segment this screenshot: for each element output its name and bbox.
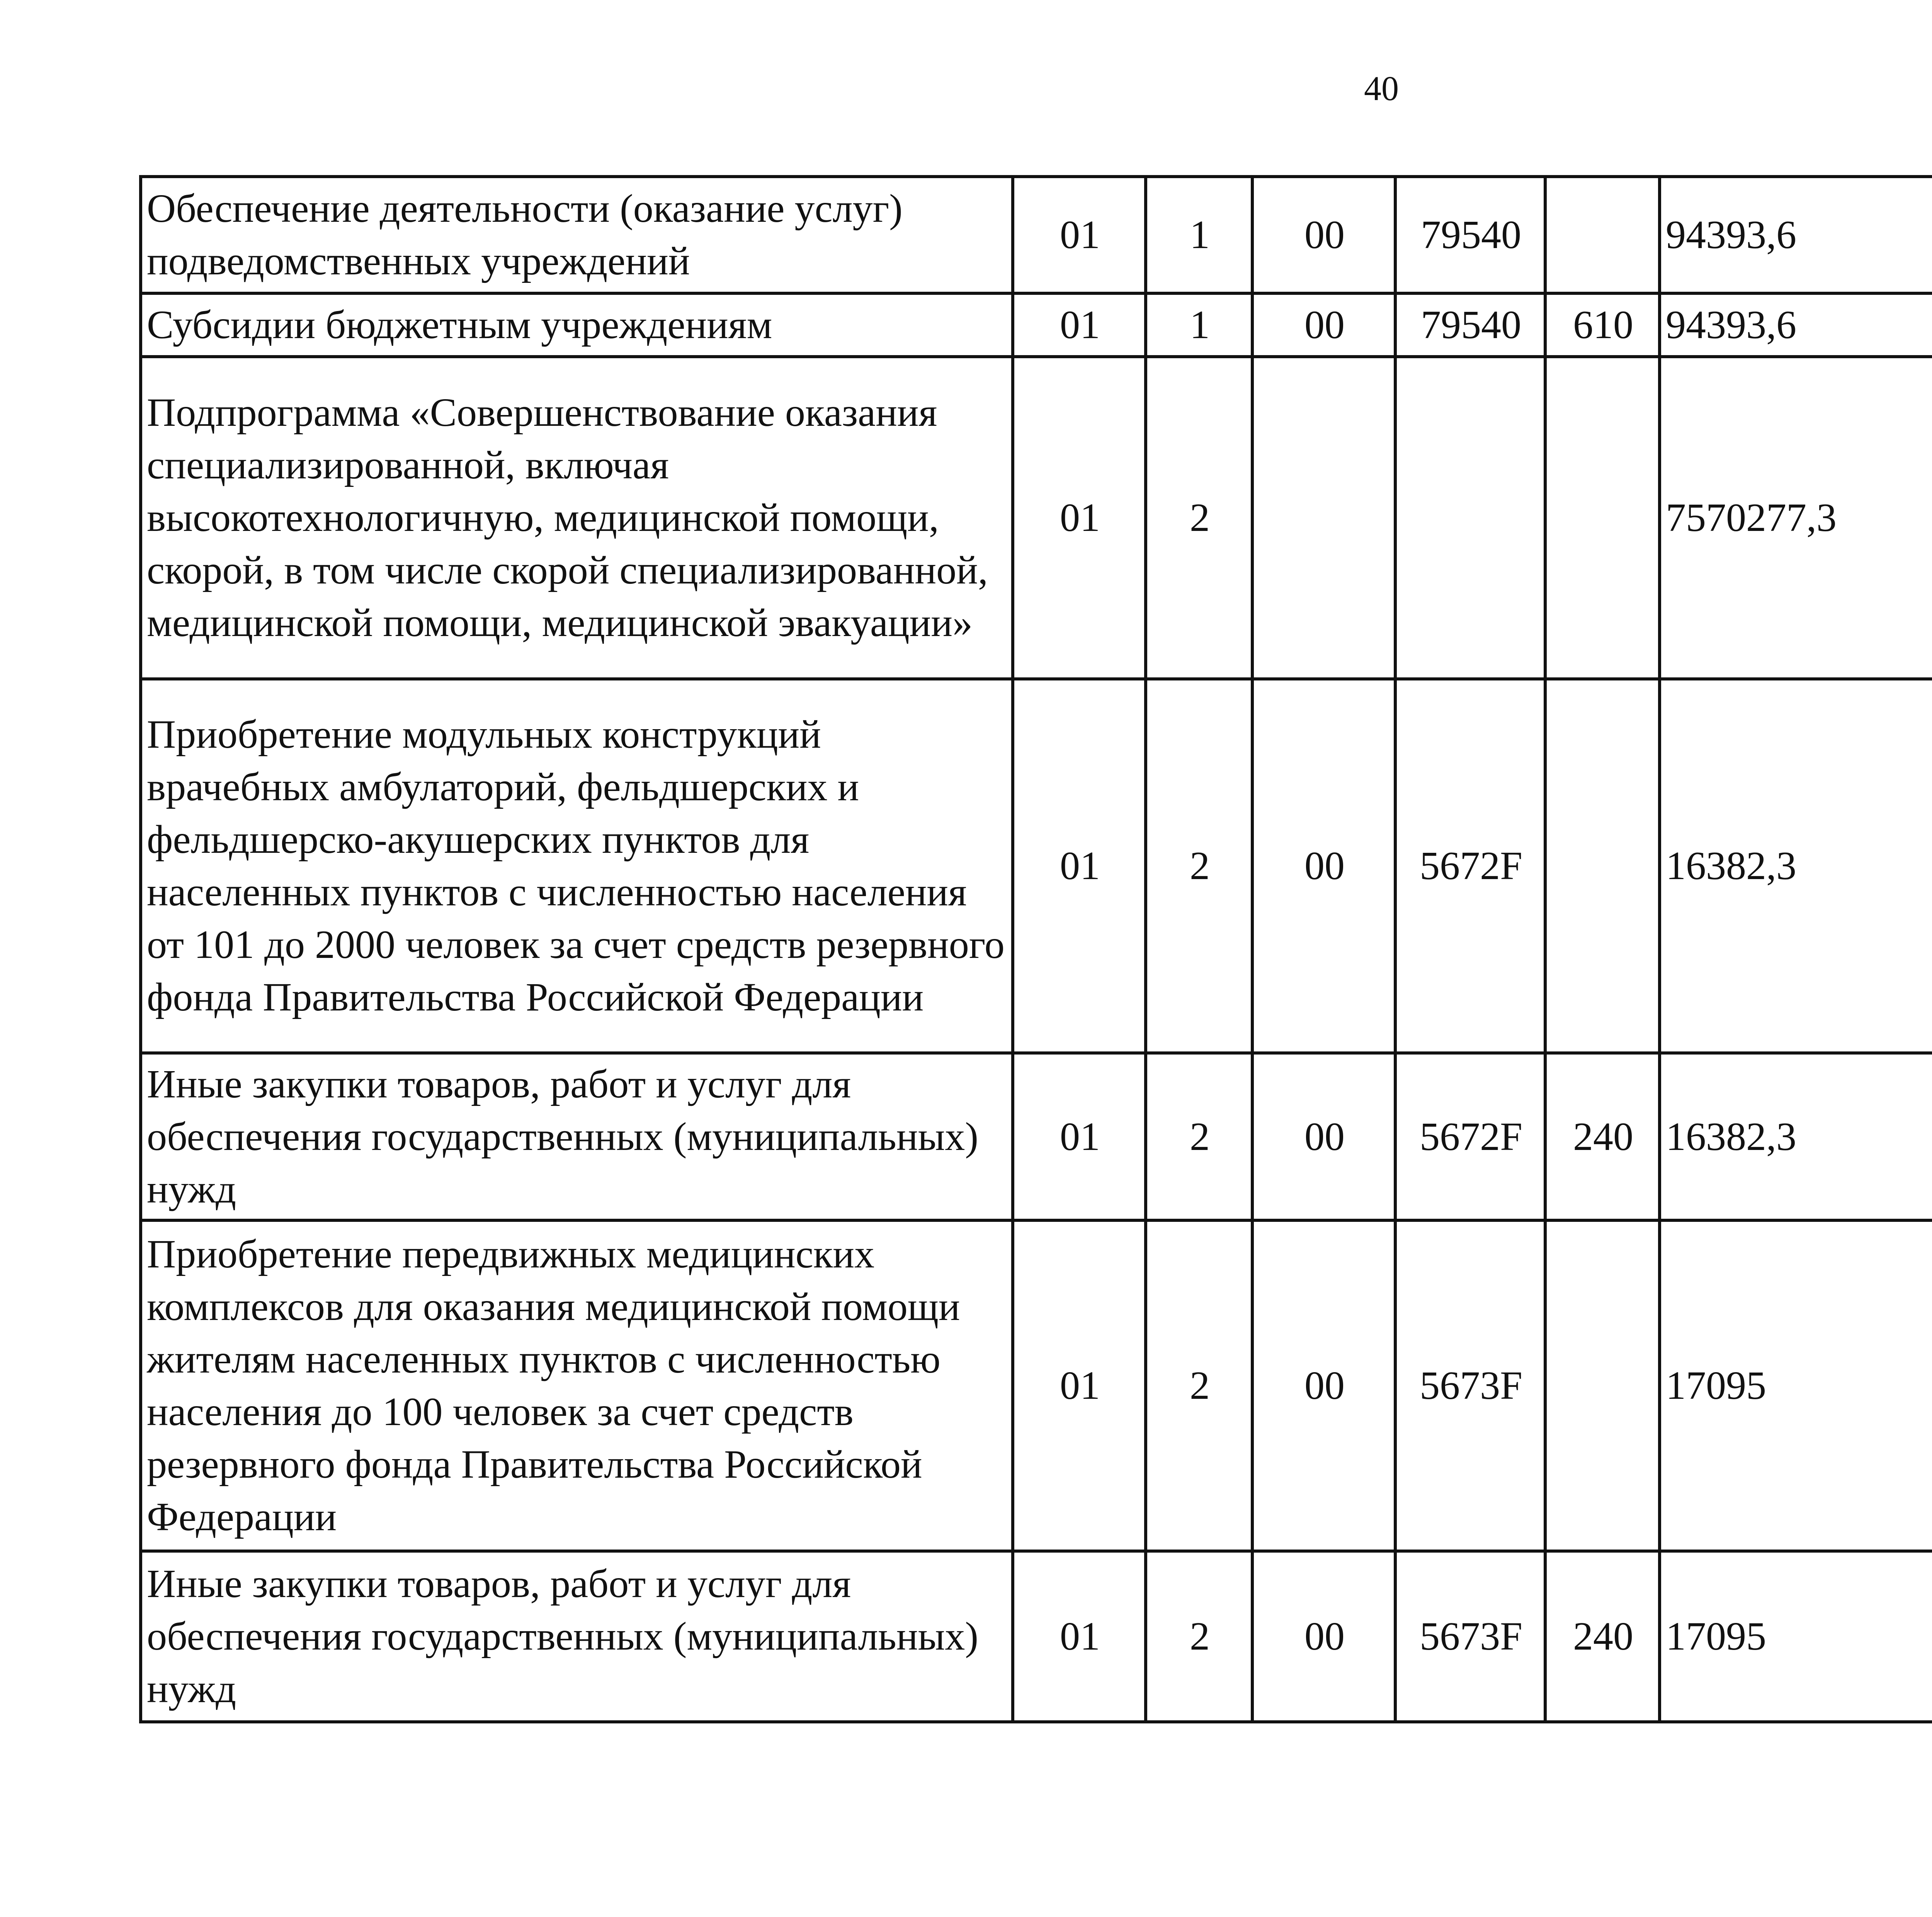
- amount-year-1: 94393,6: [1660, 177, 1932, 293]
- group-code: 00: [1252, 177, 1395, 293]
- expense-type-code: 610: [1545, 293, 1660, 357]
- subprogram-code: 1: [1146, 293, 1252, 357]
- row-description: Приобретение передвижных медицинских комплексов для оказания медицинской помощи жителям населенных пунктов с численностью населения до 100 человек за счет средств резервного фонда Правительства Российской Федерации: [141, 1220, 1013, 1551]
- article-code: 79540: [1395, 293, 1545, 357]
- article-code: 5673F: [1395, 1551, 1545, 1722]
- amount-year-1: 7570277,3: [1660, 357, 1932, 679]
- subprogram-code: 2: [1146, 357, 1252, 679]
- budget-table: [139, 175, 1932, 1723]
- program-code: 01: [1013, 1220, 1146, 1551]
- group-code: 00: [1252, 293, 1395, 357]
- program-code: 01: [1013, 357, 1146, 679]
- expense-type-code: [1545, 177, 1660, 293]
- subprogram-code: 2: [1146, 1053, 1252, 1220]
- amount-year-1: 17095: [1660, 1220, 1932, 1551]
- article-code: 5673F: [1395, 1220, 1545, 1551]
- amount-year-1: 17095: [1660, 1551, 1932, 1722]
- table-row: [141, 679, 1932, 1053]
- article-code: [1395, 357, 1545, 679]
- expense-type-code: [1545, 1220, 1660, 1551]
- table-row: [141, 177, 1932, 293]
- table-row: [141, 357, 1932, 679]
- row-description: Иные закупки товаров, работ и услуг для обеспечения государственных (муниципальных) нужд: [141, 1551, 1013, 1722]
- row-description: Подпрограмма «Совершенствование оказания специализированной, включая высокотехнологичную, медицинской помощи, скорой, в том числе скорой специализированной, медицинской помощи, медицинской эвакуации»: [141, 357, 1013, 679]
- table-row: [141, 1220, 1932, 1551]
- row-description: Приобретение модульных конструкций врачебных амбулаторий, фельдшерских и фельдшерско-акушерских пунктов для населенных пунктов с численностью населения от 101 до 2000 человек за счет средств резервного фонда Правительства Российской Федерации: [141, 679, 1013, 1053]
- program-code: 01: [1013, 679, 1146, 1053]
- row-description: Иные закупки товаров, работ и услуг для обеспечения государственных (муниципальных) нужд: [141, 1053, 1013, 1220]
- subprogram-code: 2: [1146, 1551, 1252, 1722]
- expense-type-code: 240: [1545, 1551, 1660, 1722]
- expense-type-code: [1545, 679, 1660, 1053]
- expense-type-code: 240: [1545, 1053, 1660, 1220]
- row-description: Обеспечение деятельности (оказание услуг) подведомственных учреждений: [141, 177, 1013, 293]
- page-number: 40: [1364, 70, 1399, 108]
- table-row: [141, 1551, 1932, 1722]
- expense-type-code: [1545, 357, 1660, 679]
- table-row: [141, 1053, 1932, 1220]
- article-code: 5672F: [1395, 679, 1545, 1053]
- row-description: Субсидии бюджетным учреждениям: [141, 293, 1013, 357]
- amount-year-1: 16382,3: [1660, 679, 1932, 1053]
- program-code: 01: [1013, 1053, 1146, 1220]
- table-row: [141, 293, 1932, 357]
- subprogram-code: 2: [1146, 1220, 1252, 1551]
- group-code: 00: [1252, 1053, 1395, 1220]
- group-code: 00: [1252, 1551, 1395, 1722]
- group-code: [1252, 357, 1395, 679]
- article-code: 5672F: [1395, 1053, 1545, 1220]
- group-code: 00: [1252, 1220, 1395, 1551]
- amount-year-1: 94393,6: [1660, 293, 1932, 357]
- program-code: 01: [1013, 293, 1146, 357]
- article-code: 79540: [1395, 177, 1545, 293]
- amount-year-1: 16382,3: [1660, 1053, 1932, 1220]
- program-code: 01: [1013, 1551, 1146, 1722]
- subprogram-code: 1: [1146, 177, 1252, 293]
- group-code: 00: [1252, 679, 1395, 1053]
- program-code: 01: [1013, 177, 1146, 293]
- subprogram-code: 2: [1146, 679, 1252, 1053]
